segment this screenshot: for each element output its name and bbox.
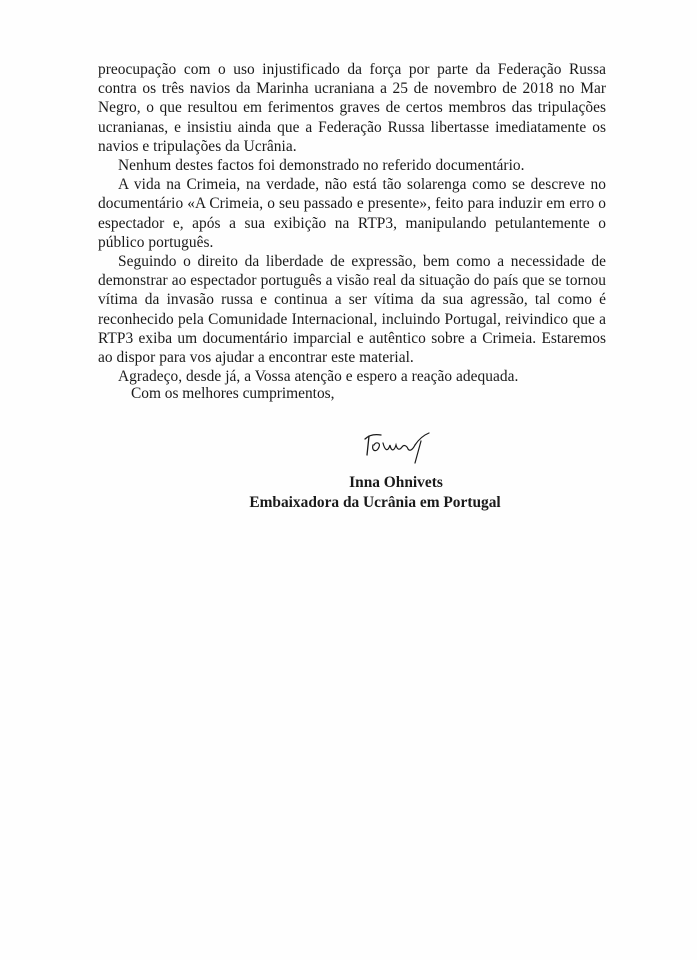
letter-body bbox=[98, 60, 606, 386]
closing-line: Com os melhores cumprimentos, bbox=[131, 385, 335, 402]
paragraph-thanks: Agradeço, desde já, a Vossa atenção e espero a reação adequada. bbox=[118, 368, 519, 386]
paragraph-facts: Nenhum destes factos foi demonstrado no referido documentário. bbox=[118, 157, 525, 175]
paragraph-crimea-life: A vida na Crimeia, na verdade, não está tão solarenga como se descreve no documentário «A Crimeia, o seu passado e presente», feito para induzir em erro o espectador e, após a sua exibição na RTP3, manipulando petulantemente o público português. bbox=[98, 176, 606, 251]
signature-block bbox=[220, 473, 530, 512]
handwritten-signature bbox=[355, 425, 435, 465]
paragraph-continuation: preocupação com o uso injustificado da força por parte da Federação Russa contra os três navios da Marinha ucraniana a 25 de novembro de 2018 no Mar Negro, o que resultou em ferimentos graves de certos membros das tripulações ucranianas, e insistiu ainda que a Federação Russa libertasse imediatamente os navios e tripulações da Ucrânia. bbox=[98, 61, 606, 155]
signer-title: Embaixadora da Ucrânia em Portugal bbox=[249, 493, 501, 511]
signer-name: Inna Ohnivets bbox=[349, 474, 443, 491]
paragraph-freedom-of-expression: Seguindo o direito da liberdade de expressão, bem como a necessidade de demonstrar ao espectador português a visão real da situação do país que se tornou vítima da invasão russa e continua a ser vítima da sua agressão, tal como é reconhecido pela Comunidade Internacional, incluindo Portugal, reivindico que a RTP3 exiba um documentário imparcial e autêntico sobre a Crimeia. Estaremos ao dispor para vos ajudar a encontrar este material. bbox=[98, 253, 606, 367]
